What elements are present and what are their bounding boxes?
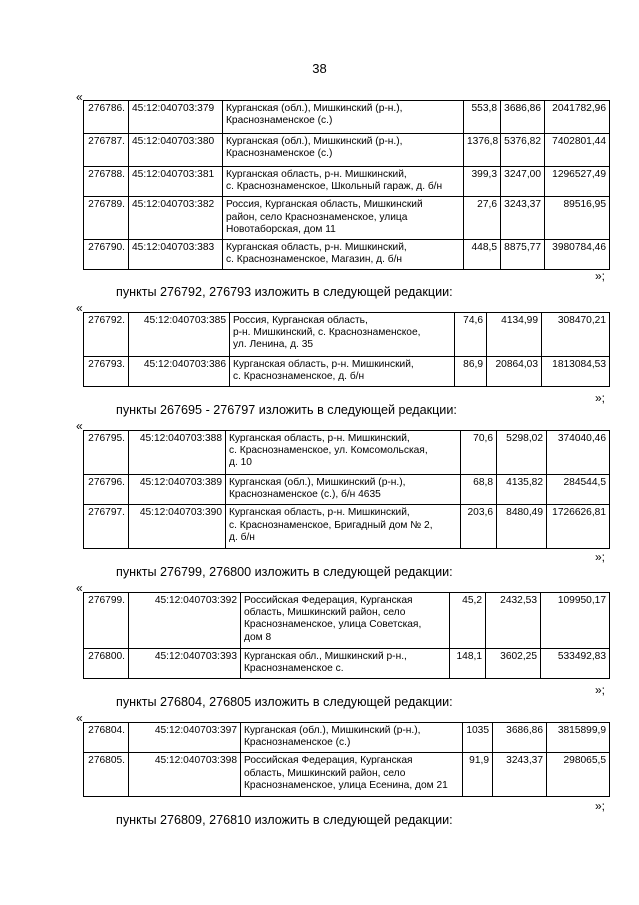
row-number: 276788. xyxy=(84,167,129,197)
row-number: 276795. xyxy=(84,431,129,475)
unit-price: 3686,86 xyxy=(493,723,547,753)
address: Курганская область, р-н. Мишкинский, с. Краснознаменское, Школьный гараж, д. б/н xyxy=(223,167,464,197)
property-table xyxy=(83,592,610,679)
cadastral-number: 45:12:040703:392 xyxy=(129,593,241,649)
amendment-paragraph: пункты 276792, 276793 изложить в следующей редакции: xyxy=(116,285,453,299)
address: Курганская (обл.), Мишкинский (р-н.), Краснознаменское (с.) xyxy=(223,101,464,134)
row-number: 276799. xyxy=(84,593,129,649)
unit-price: 4134,99 xyxy=(487,313,542,357)
row-number: 276786. xyxy=(84,101,129,134)
cadastral-number: 45:12:040703:390 xyxy=(129,505,226,549)
area: 553,8 xyxy=(464,101,501,134)
cadastral-value: 7402801,44 xyxy=(545,134,610,167)
cadastral-value: 109950,17 xyxy=(541,593,610,649)
cadastral-value: 308470,21 xyxy=(542,313,610,357)
row-number: 276787. xyxy=(84,134,129,167)
cadastral-number: 45:12:040703:380 xyxy=(129,134,223,167)
area: 448,5 xyxy=(464,240,501,270)
closing-quote: »; xyxy=(594,391,605,405)
cadastral-value: 298065,5 xyxy=(547,753,610,797)
table-row xyxy=(84,101,610,134)
cadastral-value: 3980784,46 xyxy=(545,240,610,270)
property-table xyxy=(83,100,610,270)
cadastral-value: 3815899,9 xyxy=(547,723,610,753)
address: Курганская (обл.), Мишкинский (р-н.), Краснознаменское (с.) xyxy=(223,134,464,167)
unit-price: 3247,00 xyxy=(501,167,545,197)
unit-price: 3243,37 xyxy=(493,753,547,797)
cadastral-number: 45:12:040703:389 xyxy=(129,475,226,505)
table-row xyxy=(84,357,610,387)
table-row xyxy=(84,723,610,753)
unit-price: 20864,03 xyxy=(487,357,542,387)
row-number: 276792. xyxy=(84,313,129,357)
unit-price: 3686,86 xyxy=(501,101,545,134)
table-row xyxy=(84,240,610,270)
cadastral-number: 45:12:040703:382 xyxy=(129,197,223,240)
area: 45,2 xyxy=(450,593,486,649)
amendment-paragraph: пункты 276809, 276810 изложить в следующей редакции: xyxy=(116,813,453,827)
cadastral-value: 374040,46 xyxy=(547,431,610,475)
unit-price: 3243,37 xyxy=(501,197,545,240)
cadastral-number: 45:12:040703:398 xyxy=(129,753,241,797)
cadastral-value: 1813084,53 xyxy=(542,357,610,387)
address: Курганская (обл.), Мишкинский (р-н.), Краснознаменское (с.), б/н 4635 xyxy=(226,475,461,505)
cadastral-number: 45:12:040703:393 xyxy=(129,649,241,679)
closing-quote: »; xyxy=(594,550,605,564)
area: 70,6 xyxy=(461,431,497,475)
closing-quote: »; xyxy=(594,799,605,813)
unit-price: 3602,25 xyxy=(486,649,541,679)
unit-price: 4135,82 xyxy=(497,475,547,505)
address: Россия, Курганская область, Мишкинский район, село Краснознаменское, улица Новотаборская, дом 11 xyxy=(223,197,464,240)
cadastral-value: 2041782,96 xyxy=(545,101,610,134)
address: Курганская (обл.), Мишкинский (р-н.), Краснознаменское (с.) xyxy=(241,723,463,753)
row-number: 276790. xyxy=(84,240,129,270)
area: 27,6 xyxy=(464,197,501,240)
table-row xyxy=(84,649,610,679)
address: Курганская обл., Мишкинский р-н., Краснознаменское с. xyxy=(241,649,450,679)
opening-quote: « xyxy=(76,419,83,433)
property-table xyxy=(83,430,610,549)
address: Российская Федерация, Курганская область, Мишкинский район, село Краснознаменское, улица Советская, дом 8 xyxy=(241,593,450,649)
amendment-paragraph: пункты 276799, 276800 изложить в следующей редакции: xyxy=(116,565,453,579)
area: 148,1 xyxy=(450,649,486,679)
area: 74,6 xyxy=(455,313,487,357)
table-row xyxy=(84,475,610,505)
area: 203,6 xyxy=(461,505,497,549)
table-row xyxy=(84,313,610,357)
row-number: 276789. xyxy=(84,197,129,240)
table-row xyxy=(84,431,610,475)
area: 91,9 xyxy=(463,753,493,797)
cadastral-value: 284544,5 xyxy=(547,475,610,505)
cadastral-number: 45:12:040703:379 xyxy=(129,101,223,134)
unit-price: 8875,77 xyxy=(501,240,545,270)
opening-quote: « xyxy=(76,581,83,595)
unit-price: 5298,02 xyxy=(497,431,547,475)
row-number: 276805. xyxy=(84,753,129,797)
opening-quote: « xyxy=(76,711,83,725)
cadastral-number: 45:12:040703:388 xyxy=(129,431,226,475)
closing-quote: »; xyxy=(594,269,605,283)
cadastral-number: 45:12:040703:381 xyxy=(129,167,223,197)
area: 1376,8 xyxy=(464,134,501,167)
area: 86,9 xyxy=(455,357,487,387)
unit-price: 5376,82 xyxy=(501,134,545,167)
table-row xyxy=(84,593,610,649)
amendment-paragraph: пункты 276804, 276805 изложить в следующей редакции: xyxy=(116,695,453,709)
cadastral-value: 1296527,49 xyxy=(545,167,610,197)
amendment-paragraph: пункты 267695 - 276797 изложить в следующей редакции: xyxy=(116,403,457,417)
cadastral-number: 45:12:040703:397 xyxy=(129,723,241,753)
address: Курганская область, р-н. Мишкинский, с. Краснознаменское, Магазин, д. б/н xyxy=(223,240,464,270)
table-row xyxy=(84,167,610,197)
cadastral-value: 1726626,81 xyxy=(547,505,610,549)
row-number: 276800. xyxy=(84,649,129,679)
closing-quote: »; xyxy=(594,683,605,697)
table-row xyxy=(84,197,610,240)
table-row xyxy=(84,753,610,797)
row-number: 276793. xyxy=(84,357,129,387)
row-number: 276797. xyxy=(84,505,129,549)
area: 1035 xyxy=(463,723,493,753)
area: 399,3 xyxy=(464,167,501,197)
table-row xyxy=(84,505,610,549)
cadastral-number: 45:12:040703:386 xyxy=(129,357,230,387)
page-number: 38 xyxy=(312,61,327,76)
table-row xyxy=(84,134,610,167)
property-table xyxy=(83,312,610,387)
area: 68,8 xyxy=(461,475,497,505)
address: Российская Федерация, Курганская область, Мишкинский район, село Краснознаменское, улица Есенина, дом 21 xyxy=(241,753,463,797)
cadastral-number: 45:12:040703:383 xyxy=(129,240,223,270)
property-table xyxy=(83,722,610,797)
unit-price: 2432,53 xyxy=(486,593,541,649)
cadastral-number: 45:12:040703:385 xyxy=(129,313,230,357)
unit-price: 8480,49 xyxy=(497,505,547,549)
cadastral-value: 89516,95 xyxy=(545,197,610,240)
opening-quote: « xyxy=(76,301,83,315)
cadastral-value: 533492,83 xyxy=(541,649,610,679)
row-number: 276804. xyxy=(84,723,129,753)
address: Россия, Курганская область, р-н. Мишкинский, с. Краснознаменское, ул. Ленина, д. 35 xyxy=(230,313,455,357)
row-number: 276796. xyxy=(84,475,129,505)
address: Курганская область, р-н. Мишкинский, с. Краснознаменское, д. б/н xyxy=(230,357,455,387)
address: Курганская область, р-н. Мишкинский, с. Краснознаменское, Бригадный дом № 2, д. б/н xyxy=(226,505,461,549)
opening-quote: « xyxy=(76,90,83,104)
address: Курганская область, р-н. Мишкинский, с. Краснознаменское, ул. Комсомольская, д. 10 xyxy=(226,431,461,475)
